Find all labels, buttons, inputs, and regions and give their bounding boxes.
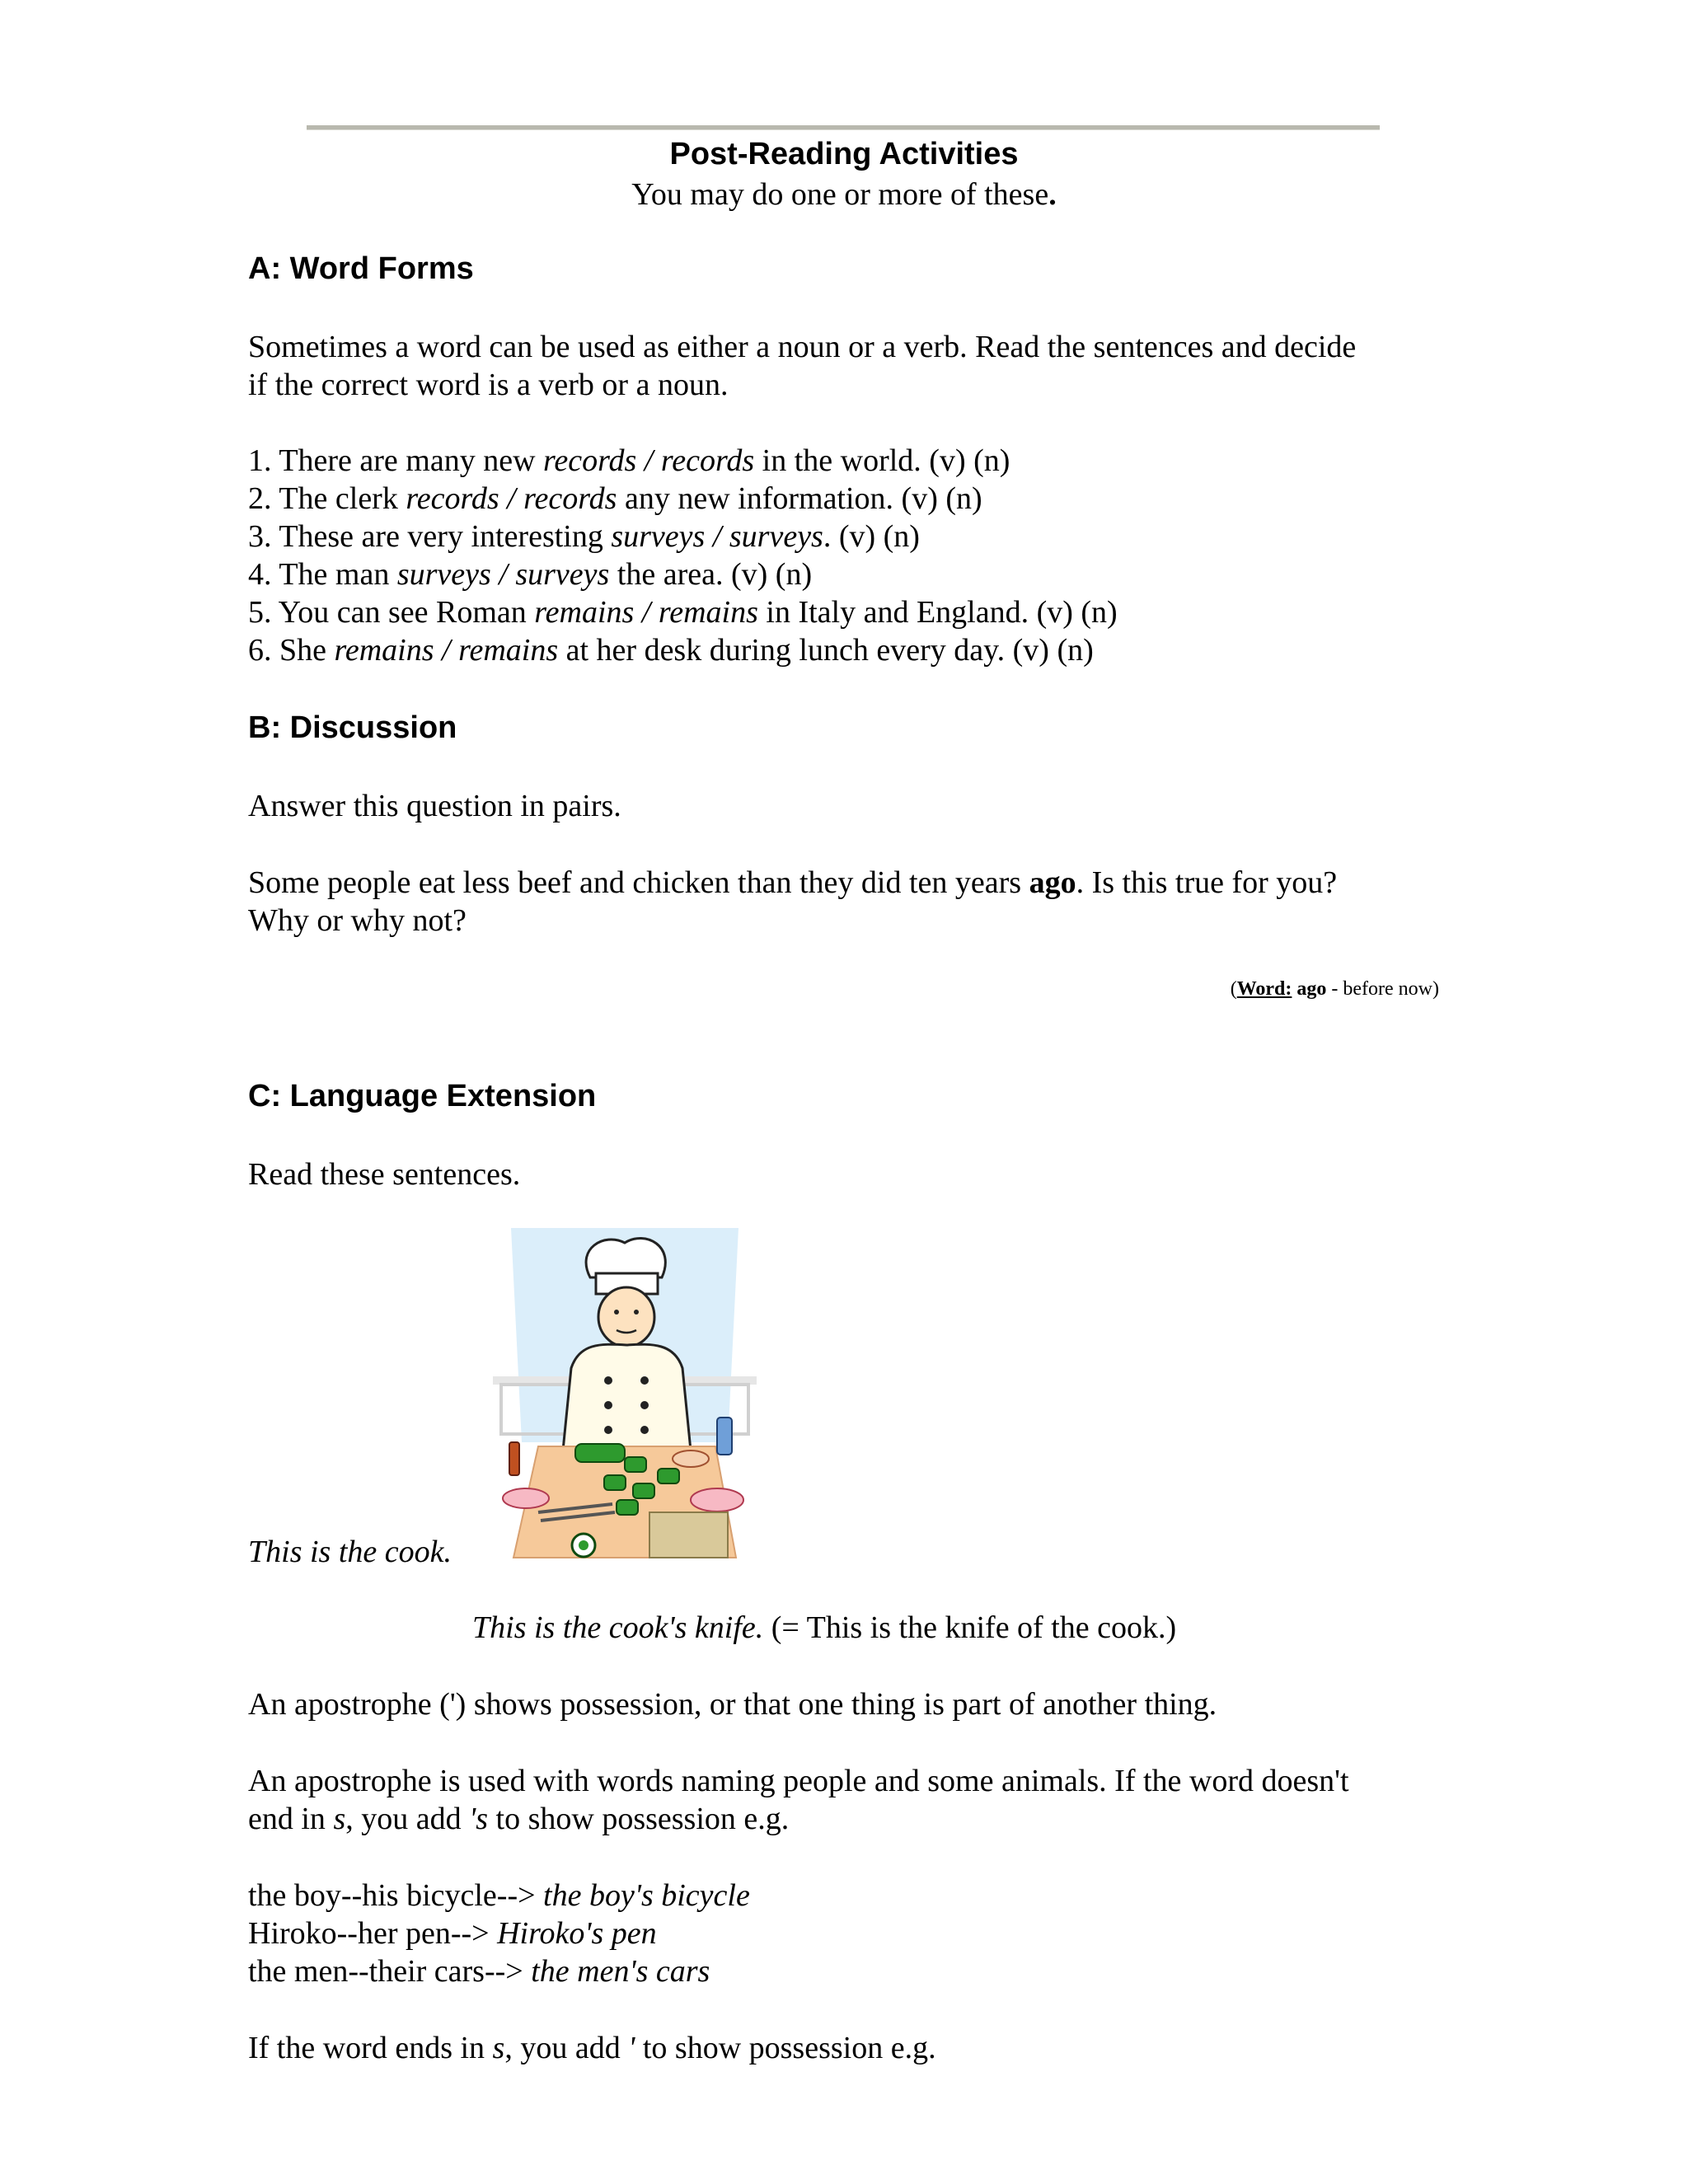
horizontal-rule bbox=[307, 125, 1380, 130]
list-item: 2. The clerk records / records any new information. (v) (n) bbox=[248, 481, 982, 516]
chef-illustration bbox=[493, 1228, 757, 1562]
apostrophe-rule-line-1: An apostrophe is used with words naming people and some animals. If the word doesn't bbox=[248, 1764, 1349, 1798]
vocabulary-note: (Word: ago - before now) bbox=[1230, 978, 1439, 1000]
example-possessive: This is the cook's knife. (= This is the knife of the cook.) bbox=[472, 1610, 1177, 1645]
section-b-instruction: Answer this question in pairs. bbox=[248, 789, 621, 823]
image-caption: This is the cook. bbox=[248, 1535, 452, 1569]
discussion-question: Some people eat less beef and chicken than they did ten years ago. Is this true for you? bbox=[248, 865, 1338, 900]
section-c-heading: C: Language Extension bbox=[248, 1079, 597, 1113]
list-item: the boy--his bicycle--> the boy's bicycle bbox=[248, 1878, 750, 1913]
apostrophe-rule-line-2: end in s, you add 's to show possession e.g. bbox=[248, 1802, 790, 1836]
list-item: the men--their cars--> the men's cars bbox=[248, 1954, 710, 1989]
section-a-heading: A: Word Forms bbox=[248, 251, 474, 286]
list-item: 5. You can see Roman remains / remains in Italy and England. (v) (n) bbox=[248, 595, 1118, 630]
list-item: 1. There are many new records / records in the world. (v) (n) bbox=[248, 443, 1010, 478]
ends-in-s-rule: If the word ends in s, you add ' to show possession e.g. bbox=[248, 2031, 936, 2065]
list-item: 6. She remains / remains at her desk during lunch every day. (v) (n) bbox=[248, 633, 1094, 668]
page-title: Post-Reading Activities bbox=[669, 137, 1019, 171]
page-subtitle: You may do one or more of these. bbox=[631, 177, 1057, 212]
discussion-question-line-2: Why or why not? bbox=[248, 903, 467, 938]
section-b-heading: B: Discussion bbox=[248, 710, 457, 745]
list-item: 4. The man surveys / surveys the area. (v) (n) bbox=[248, 557, 813, 592]
apostrophe-explanation: An apostrophe (') shows possession, or that one thing is part of another thing. bbox=[248, 1687, 1217, 1722]
section-a-intro-line-1: Sometimes a word can be used as either a noun or a verb. Read the sentences and decide bbox=[248, 330, 1357, 364]
section-c-instruction: Read these sentences. bbox=[248, 1157, 521, 1192]
section-a-intro-line-2: if the correct word is a verb or a noun. bbox=[248, 368, 729, 402]
list-item: Hiroko--her pen--> Hiroko's pen bbox=[248, 1916, 657, 1951]
list-item: 3. These are very interesting surveys / surveys. (v) (n) bbox=[248, 519, 920, 554]
